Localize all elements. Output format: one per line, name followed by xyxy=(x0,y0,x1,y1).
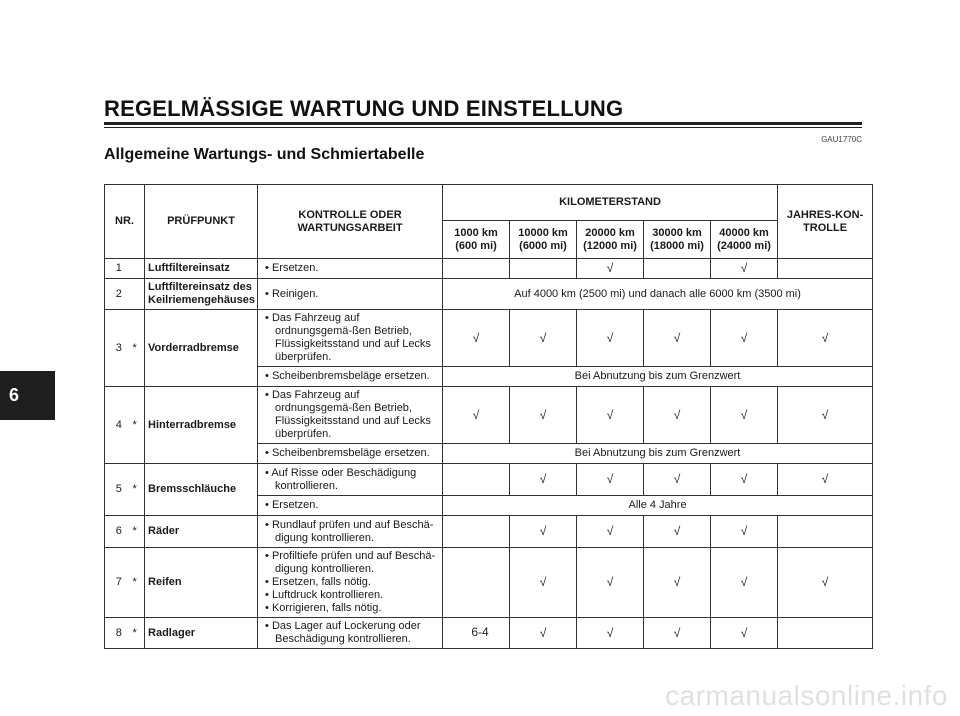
header-interval xyxy=(510,221,577,259)
check-mark: √ xyxy=(510,516,577,548)
row-star: * xyxy=(133,516,145,548)
check-mark: √ xyxy=(443,387,510,444)
task-line: • Ersetzen. xyxy=(261,262,439,275)
check-mark: √ xyxy=(711,516,778,548)
check-mark: √ xyxy=(711,618,778,649)
table-row xyxy=(105,464,873,496)
row-star xyxy=(133,279,145,310)
chapter-tab xyxy=(0,371,55,420)
row-number: 2 xyxy=(105,279,133,310)
check-mark: √ xyxy=(510,464,577,496)
check-cell xyxy=(778,516,873,548)
title-rule-thin xyxy=(104,127,862,128)
task-line: • Ersetzen, falls nötig. xyxy=(261,576,439,589)
check-mark: √ xyxy=(778,387,873,444)
row-item: Luftfiltereinsatz xyxy=(145,259,258,279)
row-star: * xyxy=(133,464,145,516)
check-mark: √ xyxy=(443,310,510,367)
task-line: • Profiltiefe prüfen und auf Beschä-digung kontrollieren. xyxy=(261,550,439,576)
header-interval xyxy=(644,221,711,259)
interval-note: Auf 4000 km (2500 mi) und danach alle 6000 km (3500 mi) xyxy=(443,279,873,310)
check-mark: √ xyxy=(644,310,711,367)
row-task xyxy=(258,279,443,310)
check-cell xyxy=(778,259,873,279)
check-mark: √ xyxy=(577,387,644,444)
table-row xyxy=(105,279,873,310)
table-row xyxy=(105,548,873,618)
task-line: • Rundlauf prüfen und auf Beschä-digung kontrollieren. xyxy=(261,519,439,545)
chapter-title: REGELMÄSSIGE WARTUNG UND EINSTELLUNG xyxy=(104,96,624,121)
row-star: * xyxy=(133,618,145,649)
row-number: 6 xyxy=(105,516,133,548)
reference-code: GAU1770C xyxy=(821,135,862,144)
task-line: • Scheibenbremsbeläge ersetzen. xyxy=(261,447,439,460)
watermark: carmanualsonline.info xyxy=(665,680,948,711)
check-mark: √ xyxy=(711,548,778,618)
interval-mi: (600 mi) xyxy=(455,239,497,252)
check-mark: √ xyxy=(711,259,778,279)
check-mark: √ xyxy=(644,618,711,649)
check-mark: √ xyxy=(510,618,577,649)
interval-note: Bei Abnutzung bis zum Grenzwert xyxy=(443,367,873,387)
row-number: 4 xyxy=(105,387,133,464)
interval-note: Alle 4 Jahre xyxy=(443,496,873,516)
section-title: Allgemeine Wartungs- und Schmiertabelle xyxy=(104,146,425,163)
row-task xyxy=(258,464,443,496)
task-line: • Das Fahrzeug auf ordnungsgemä-ßen Betrieb, Flüssigkeitsstand und auf Lecks überprüfen. xyxy=(261,389,439,441)
header-odometer: KILOMETERSTAND xyxy=(443,185,778,221)
check-mark: √ xyxy=(577,259,644,279)
check-mark: √ xyxy=(644,548,711,618)
page-number: 6-4 xyxy=(471,625,489,639)
row-task xyxy=(258,367,443,387)
check-mark: √ xyxy=(778,310,873,367)
task-line: • Ersetzen. xyxy=(261,499,439,512)
row-number: 5 xyxy=(105,464,133,516)
interval-mi: (12000 mi) xyxy=(583,239,637,252)
row-task xyxy=(258,444,443,464)
check-cell xyxy=(443,464,510,496)
interval-km: 10000 km xyxy=(518,226,568,239)
interval-km: 30000 km xyxy=(652,226,702,239)
check-mark: √ xyxy=(510,548,577,618)
interval-mi: (24000 mi) xyxy=(717,239,771,252)
header-interval xyxy=(443,221,510,259)
row-task xyxy=(258,496,443,516)
check-mark: √ xyxy=(577,310,644,367)
interval-note: Bei Abnutzung bis zum Grenzwert xyxy=(443,444,873,464)
check-mark: √ xyxy=(577,516,644,548)
row-item: Hinterradbremse xyxy=(145,387,258,464)
check-cell xyxy=(443,516,510,548)
check-mark: √ xyxy=(577,618,644,649)
header-task: KONTROLLE ODER WARTUNGSARBEIT xyxy=(258,185,443,259)
check-cell xyxy=(644,259,711,279)
row-task xyxy=(258,387,443,444)
row-task xyxy=(258,516,443,548)
header-annual: JAHRES-KON-TROLLE xyxy=(778,185,873,259)
header-interval xyxy=(577,221,644,259)
row-task xyxy=(258,259,443,279)
row-task xyxy=(258,310,443,367)
check-mark: √ xyxy=(644,516,711,548)
task-line: • Reinigen. xyxy=(261,288,439,301)
check-mark: √ xyxy=(577,464,644,496)
check-mark: √ xyxy=(778,548,873,618)
row-star: * xyxy=(133,387,145,464)
table-row xyxy=(105,516,873,548)
check-mark: √ xyxy=(510,387,577,444)
row-task xyxy=(258,548,443,618)
row-star xyxy=(133,259,145,279)
row-item: Luftfiltereinsatz des Keilriemengehäuses xyxy=(145,279,258,310)
task-line: • Korrigieren, falls nötig. xyxy=(261,602,439,615)
interval-km: 40000 km xyxy=(719,226,769,239)
check-cell xyxy=(510,259,577,279)
header-item: PRÜFPUNKT xyxy=(145,185,258,259)
interval-mi: (6000 mi) xyxy=(519,239,567,252)
task-line: • Das Lager auf Lockerung oder Beschädigung kontrollieren. xyxy=(261,620,439,646)
check-mark: √ xyxy=(711,310,778,367)
row-number: 1 xyxy=(105,259,133,279)
row-item: Räder xyxy=(145,516,258,548)
check-mark: √ xyxy=(510,310,577,367)
check-cell xyxy=(443,259,510,279)
check-mark: √ xyxy=(711,464,778,496)
maintenance-table xyxy=(104,184,873,649)
check-cell xyxy=(443,548,510,618)
check-mark: √ xyxy=(711,387,778,444)
row-number: 8 xyxy=(105,618,133,649)
row-item: Vorderradbremse xyxy=(145,310,258,387)
title-rule-thick xyxy=(104,122,862,125)
chapter-tab-number: 6 xyxy=(8,385,19,405)
header-interval xyxy=(711,221,778,259)
task-line: • Luftdruck kontrollieren. xyxy=(261,589,439,602)
row-item: Reifen xyxy=(145,548,258,618)
row-star: * xyxy=(133,310,145,387)
check-mark: √ xyxy=(577,548,644,618)
row-item: Radlager xyxy=(145,618,258,649)
row-item: Bremsschläuche xyxy=(145,464,258,516)
row-star: * xyxy=(133,548,145,618)
table-row xyxy=(105,259,873,279)
check-mark: √ xyxy=(778,464,873,496)
row-number: 3 xyxy=(105,310,133,387)
interval-km: 20000 km xyxy=(585,226,635,239)
table-row xyxy=(105,387,873,444)
task-line: • Scheibenbremsbeläge ersetzen. xyxy=(261,370,439,383)
row-number: 7 xyxy=(105,548,133,618)
header-no: NR. xyxy=(105,185,145,259)
task-line: • Auf Risse oder Beschädigung kontrollieren. xyxy=(261,467,439,493)
task-line: • Das Fahrzeug auf ordnungsgemä-ßen Betrieb, Flüssigkeitsstand und auf Lecks überprüfen. xyxy=(261,312,439,364)
interval-mi: (18000 mi) xyxy=(650,239,704,252)
check-mark: √ xyxy=(644,387,711,444)
check-mark: √ xyxy=(644,464,711,496)
interval-km: 1000 km xyxy=(454,226,498,239)
table-row xyxy=(105,310,873,367)
